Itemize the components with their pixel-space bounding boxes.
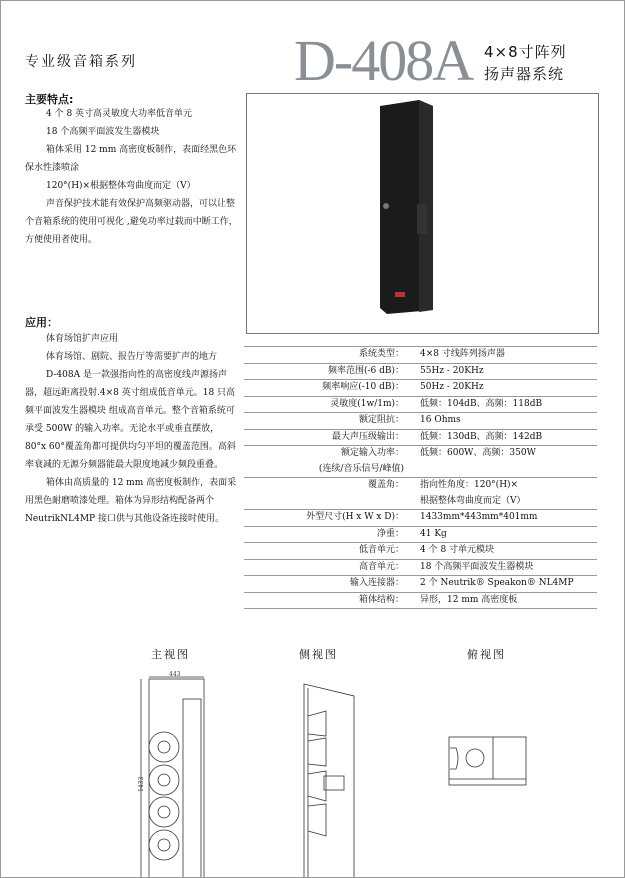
spec-value-line: 低频：104dB、高频：118dB <box>420 398 543 409</box>
paragraph: 4 个 8 英寸高灵敏度大功率低音单元 <box>46 109 193 119</box>
spec-label <box>244 413 418 429</box>
spec-value-line: 异形，12 mm 高密度板 <box>420 594 518 605</box>
spec-value-line: 55Hz - 20KHz <box>420 365 484 376</box>
spec-label <box>244 430 418 446</box>
spec-table <box>244 346 597 609</box>
spec-value-line: 4 个 8 寸单元模块 <box>420 545 495 555</box>
spec-row <box>244 510 597 527</box>
spec-row <box>244 430 597 447</box>
spec-value-line: 4×8 寸线阵列扬声器 <box>420 349 505 359</box>
side-view-caption: 侧视图 <box>299 648 338 661</box>
spec-value <box>418 347 597 363</box>
spec-row <box>244 478 597 510</box>
spec-label-text: 外型尺寸(H x W x D)： <box>306 512 404 522</box>
spec-row <box>244 364 597 381</box>
spec-row <box>244 560 597 577</box>
spec-label <box>244 397 418 413</box>
spec-label <box>244 478 418 509</box>
spec-label <box>244 446 418 477</box>
spec-value-line: 低频：600W、高频：350W <box>420 448 536 458</box>
spec-value <box>418 543 597 559</box>
spec-label-text: 箱体结构： <box>358 594 404 605</box>
side-view-drawing <box>296 676 356 878</box>
spec-value-line: 2 个 Neutrik® Speakon® NL4MP <box>420 578 574 588</box>
spec-label-text: 灵敏度(1w/1m)： <box>330 398 404 409</box>
spec-value <box>418 527 597 543</box>
paragraph: 声音保护技术能有效保护高频驱动器，可以让整个音箱系统的使用可视化 ,避免功率过载而中断工作，方便使用者使用。 <box>25 199 238 245</box>
spec-label <box>244 593 418 609</box>
paragraph: 箱体采用 12 mm 高密度板制作，表面经黑色环保水性漆喷涂 <box>25 145 237 173</box>
spec-label-text: 净重： <box>376 528 404 539</box>
spec-value <box>418 560 597 576</box>
spec-label-note: (连续/音乐信号/峰值) <box>318 463 404 474</box>
spec-value <box>418 576 597 592</box>
spec-label <box>244 364 418 380</box>
product-series: 专业级音箱系列 <box>25 54 137 70</box>
spec-value <box>418 478 597 509</box>
subtitle-line: 4×8寸阵列 <box>484 43 567 61</box>
spec-label-text: 频率范围(-6 dB)： <box>327 365 404 376</box>
front-view-drawing <box>131 669 221 878</box>
spec-value <box>418 446 597 477</box>
spec-value-line: 18 个高频平面波发生器模块 <box>420 561 534 572</box>
spec-label-text: 额定输入功率： <box>340 448 404 458</box>
spec-row <box>244 397 597 414</box>
spec-value-line: 根据整体弯曲度而定（V） <box>420 495 526 506</box>
top-view-caption: 俯视图 <box>467 648 506 661</box>
spec-value-line: 16 Ohms <box>420 415 461 425</box>
spec-value <box>418 430 597 446</box>
spec-row <box>244 446 597 478</box>
top-view-drawing <box>448 736 528 788</box>
paragraph: 箱体由高质量的 12 mm 高密度板制作，表面采用黑色耐磨喷漆处理。箱体为异形结构配备两个 NeutrikNL4MP 接口供与其他设备连接时使用。 <box>25 478 237 524</box>
application-text <box>25 330 240 528</box>
paragraph: D-408A 是一款强指向性的高密度线声源扬声器，超远距离投射.4×8 英寸组成低音单元。18 只高频平面波发生器模块 组成高音单元。整个音箱系统可承受 500W 的输入功率。无论水平或垂直摆放，80°x 60°覆盖角都可提供均匀平坦的覆盖范围。高斜率衰减的无源分频器能最大限度地减少频段重叠。 <box>25 370 236 470</box>
spec-label <box>244 380 418 396</box>
spec-row <box>244 543 597 560</box>
spec-value-line: 1433mm*443mm*401mm <box>420 512 538 522</box>
paragraph: 体育场馆、剧院、报告厅等需要扩声的地方 <box>46 352 218 362</box>
spec-label-text: 最大声压级输出： <box>331 431 404 442</box>
spec-row <box>244 593 597 610</box>
spec-value <box>418 593 597 609</box>
spec-row <box>244 576 597 593</box>
paragraph: 18 个高频平面波发生器模块 <box>46 127 160 137</box>
spec-value <box>418 380 597 396</box>
features-heading: 主要特点: <box>25 93 74 106</box>
application-heading: 应用： <box>25 316 58 329</box>
height-dimension: 1433 <box>138 776 145 792</box>
spec-label <box>244 347 418 363</box>
paragraph: 体育场馆扩声应用 <box>46 334 119 344</box>
spec-label-text: 系统类型： <box>358 349 404 359</box>
spec-label <box>244 510 418 526</box>
spec-value-line: 41 Kg <box>420 528 447 539</box>
spec-label-text: 输入连接器： <box>349 578 404 588</box>
spec-value <box>418 397 597 413</box>
product-photo <box>246 93 599 334</box>
spec-label-text: 覆盖角： <box>367 480 404 490</box>
speaker-image <box>247 94 598 333</box>
spec-value-line: 50Hz - 20KHz <box>420 382 484 392</box>
spec-value <box>418 510 597 526</box>
spec-label <box>244 576 418 592</box>
front-view-caption: 主视图 <box>151 648 190 661</box>
spec-row <box>244 380 597 397</box>
spec-label-text: 低音单元： <box>358 545 404 555</box>
spec-value <box>418 364 597 380</box>
spec-value <box>418 413 597 429</box>
subtitle-line: 扬声器系统 <box>484 65 565 83</box>
width-dimension: 443 <box>169 671 181 678</box>
spec-label-text: 额定阻抗： <box>358 415 404 425</box>
spec-label-text: 高音单元： <box>358 561 404 572</box>
spec-label <box>244 543 418 559</box>
model-name: D-408A <box>294 28 473 93</box>
features-text <box>25 105 240 249</box>
spec-row <box>244 527 597 544</box>
product-subtitle <box>484 41 567 85</box>
spec-value-line: 指向性角度：120°(H)× <box>420 480 519 490</box>
paragraph: 120°(H)×根据整体弯曲度而定（V） <box>46 181 196 191</box>
spec-label <box>244 527 418 543</box>
spec-value-line: 低频：130dB、高频：142dB <box>420 431 543 442</box>
spec-row <box>244 413 597 430</box>
spec-label <box>244 560 418 576</box>
spec-label-text: 频率响应(-10 dB)： <box>322 382 404 392</box>
spec-row <box>244 347 597 364</box>
